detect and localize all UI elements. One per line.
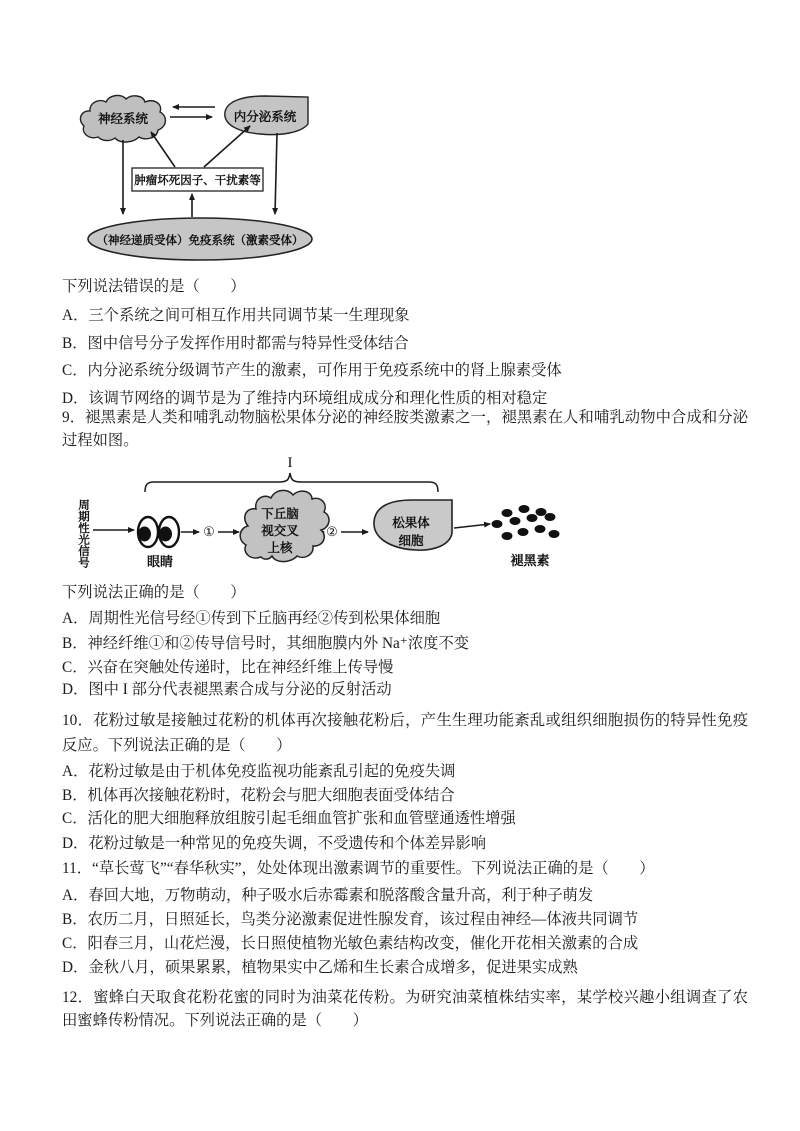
q11-option-c: C．阳春三月，山花烂漫，长日照使植物光敏色素结构改变，催化开花相关激素的合成 xyxy=(62,935,639,952)
bracket-I-shape xyxy=(145,473,438,492)
scn-label-line3: 上核 xyxy=(267,541,293,555)
light-signal-label: 周期性光信号 xyxy=(77,499,89,568)
q11-intro: 11．“草长莺飞”“春华秋实”，处处体现出激素调节的重要性。下列说法正确的是（ ） xyxy=(62,860,655,877)
eyes-label: 眼睛 xyxy=(146,554,173,569)
cytokine-box-label: 肿瘤坏死因子、干扰素等 xyxy=(134,175,261,187)
q9-option-a: A．周期性光信号经①传到下丘脑再经②传到松果体细胞 xyxy=(62,610,441,627)
nervous-system-label: 神经系统 xyxy=(97,112,148,126)
q9-intro: 9．褪黑素是人类和哺乳动物脑松果体分泌的神经胺类激素之一，褪黑素在人和哺乳动物中合成和分泌过程如图。 xyxy=(62,409,748,449)
q9-stem: 下列说法正确的是（ ） xyxy=(62,584,246,601)
endocrine-system-label: 内分泌系统 xyxy=(233,110,297,124)
q8-option-c: C．内分泌系统分级调节产生的激素，可作用于免疫系统中的肾上腺素受体 xyxy=(62,362,562,379)
q8-option-a: A．三个系统之间可相互作用共同调节某一生理现象 xyxy=(62,307,410,324)
immune-system-label: （神经递质受体）免疫系统（激素受体） xyxy=(96,235,304,247)
q12-intro: 12．蜜蜂白天取食花粉花蜜的同时为油菜花传粉。为研究油菜植株结实率，某学校兴趣小组调查了农田蜜蜂传粉情况。下列说法正确的是（ ） xyxy=(62,989,748,1029)
step2-label: ② xyxy=(326,524,338,539)
bracket-I-label: I xyxy=(287,455,293,471)
q8-option-d: D．该调节网络的调节是为了维持内环境组成成分和理化性质的相对稳定 xyxy=(62,390,548,407)
diagram-neuro-endocrine-immune xyxy=(75,88,325,270)
scn-label-line1: 下丘脑 xyxy=(261,507,299,521)
eyes-icon xyxy=(138,517,179,547)
q11-option-a: A．春回大地，万物萌动，种子吸水后赤霉素和脱落酸含量升高，利于种子萌发 xyxy=(62,887,594,904)
q9-option-d: D．图中 I 部分代表褪黑素合成与分泌的反射活动 xyxy=(62,681,392,698)
melatonin-label: 褪黑素 xyxy=(510,553,550,568)
q11-option-b: B．农历二月，日照延长，鸟类分泌激素促进性腺发育，该过程由神经—体液共同调节 xyxy=(62,911,639,928)
q10-option-a: A．花粉过敏是由于机体免疫监视功能紊乱引起的免疫失调 xyxy=(62,763,456,780)
q9-option-c: C．兴奋在突触处传递时，比在神经纤维上传导慢 xyxy=(62,659,394,676)
scn-label-line2: 视交叉 xyxy=(261,524,299,538)
q8-option-b: B．图中信号分子发挥作用时都需与特异性受体结合 xyxy=(62,335,409,352)
q10-option-d: D．花粉过敏是一种常见的免疫失调，不受遗传和个体差异影响 xyxy=(62,835,487,852)
arrow-cytokine-to-endocrine xyxy=(204,126,250,167)
diagram-melatonin-pathway xyxy=(60,455,580,580)
pineal-label-line1: 松果体 xyxy=(392,516,430,530)
pineal-label-line2: 细胞 xyxy=(398,534,424,548)
q10-option-b: B．机体再次接触花粉时，花粉会与肥大细胞表面受体结合 xyxy=(62,787,455,804)
step1-label: ① xyxy=(203,524,215,539)
q11-option-d: D．金秋八月，硕果累累，植物果实中乙烯和生长素合成增多，促进果实成熟 xyxy=(62,959,578,976)
arrow-pineal-to-melatonin xyxy=(454,524,490,528)
arrow-cytokine-to-nervous xyxy=(151,132,175,167)
q9-option-b: B．神经纤维①和②传导信号时，其细胞膜内外 Na⁺浓度不变 xyxy=(62,635,470,652)
q10-intro: 10．花粉过敏是接触过花粉的机体再次接触花粉后，产生生理功能紊乱或组织细胞损伤的特异性免疫反应。下列说法正确的是（ ） xyxy=(62,712,748,754)
q10-option-c: C．活化的肥大细胞释放组胺引起毛细血管扩张和血管壁通透性增强 xyxy=(62,810,516,827)
q8-stem: 下列说法错误的是（ ） xyxy=(62,278,246,295)
melatonin-dots-icon xyxy=(492,505,560,540)
arrow-endocrine-to-immune xyxy=(275,133,277,214)
